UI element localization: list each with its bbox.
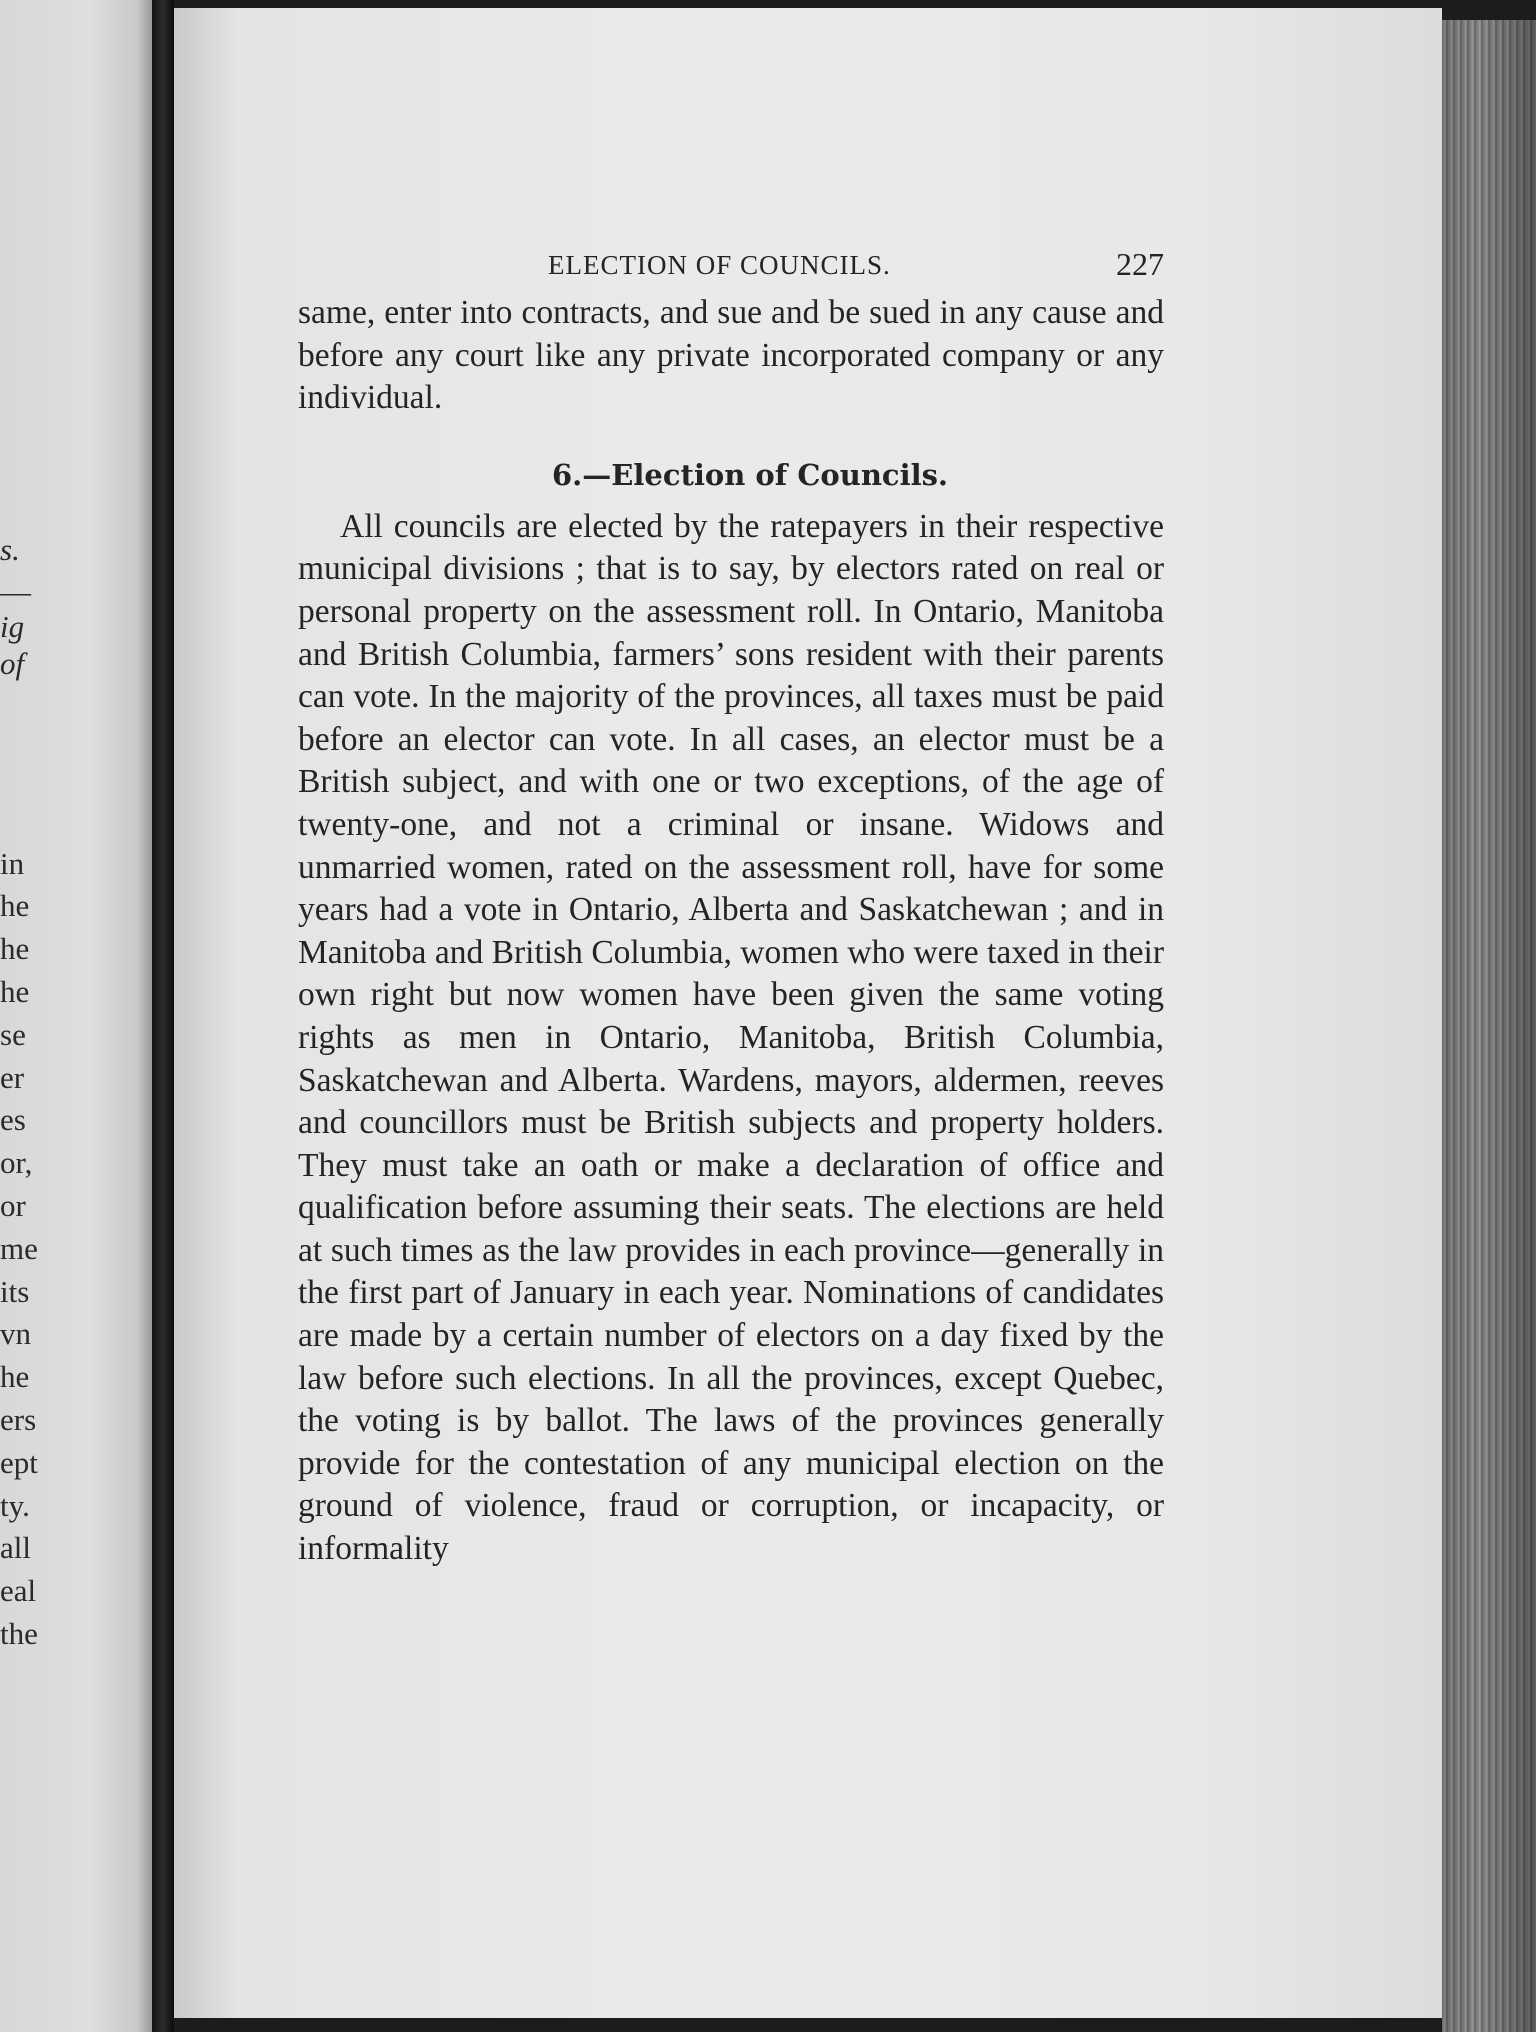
previous-page-fragment: all [0,1530,31,1565]
previous-page-fragment: ig [0,609,25,644]
previous-page-fragment: he [0,974,30,1009]
previous-page-fragment: he [0,931,30,966]
previous-page-fragment: its [0,1274,30,1309]
page-number: 227 [1116,246,1164,282]
previous-page-fragment: in [0,846,25,881]
previous-page-fragment: me [0,1231,38,1266]
previous-page-edge [0,0,152,2032]
previous-page-fragment: he [0,888,30,923]
book-gutter [152,0,174,2032]
previous-page-fragment: er [0,1060,25,1095]
previous-page-fragment: es [0,1102,26,1137]
previous-page-fragment: ept [0,1445,38,1480]
running-head [298,246,1164,292]
continuation-paragraph: same, enter into contracts, and sue and be sued in any cause and before any court like any private incorporated company or any individual. [298,294,1164,417]
previous-page-fragment: ty. [0,1488,30,1523]
previous-page-fragment: s. [0,532,20,567]
page-stack-shadow [1442,20,1536,2032]
page-text-block [298,246,1164,1571]
previous-page-fragment: he [0,1359,30,1394]
previous-page-text-fragments [0,0,152,2032]
previous-page-fragment: ers [0,1402,37,1437]
section-heading: 6.—Election of Councils. [551,457,949,492]
previous-page-fragment: the [0,1616,38,1651]
previous-page-fragment: se [0,1017,26,1052]
previous-page-fragment: of [0,646,25,681]
previous-page-fragment: eal [0,1573,37,1608]
previous-page-fragment: vn [0,1316,31,1351]
previous-page-fragment: or, [0,1145,33,1180]
previous-page-fragment: — [0,574,31,609]
previous-page-fragment: or [0,1188,26,1223]
running-head-title: ELECTION OF COUNCILS. [548,250,891,280]
body-paragraph: All councils are elected by the ratepayers in their respective municipal divisions ; that is to say, by electors rated on real or personal property on the assessment roll. In Ontario, Manitoba and British Columbia, farmers’ sons resident with their parents can vote. In the majority of the provinces, all taxes must be paid before an elector can vote. In all cases, an elector must be a British subject, and with one or two exceptions, of the age of twenty-one, and not a criminal or insane. Widows and unmarried women, rated on the assessment roll, have for some years had a vote in Ontario, Alberta and Saskatchewan ; and in Manitoba and British Columbia, women who were taxed in their own right but now women have been given the same voting rights as men in Ontario, Manitoba, British Columbia, Saskatchewan and Alberta. Wardens, mayors, aldermen, reeves and councillors must be British subjects and property holders. They must take an oath or make a declaration of office and qualification before assuming their seats. The elections are held at such times as the law provides in each province—generally in the first part of January in each year. Nominations of candidates are made by a certain number of electors on a day fixed by the law before such elections. In all the provinces, except Quebec, the voting is by ballot. The laws of the provinces generally provide for the contestation of any municipal election on the ground of violence, fraud or corruption, or incapacity, or informality [298,507,1164,1568]
